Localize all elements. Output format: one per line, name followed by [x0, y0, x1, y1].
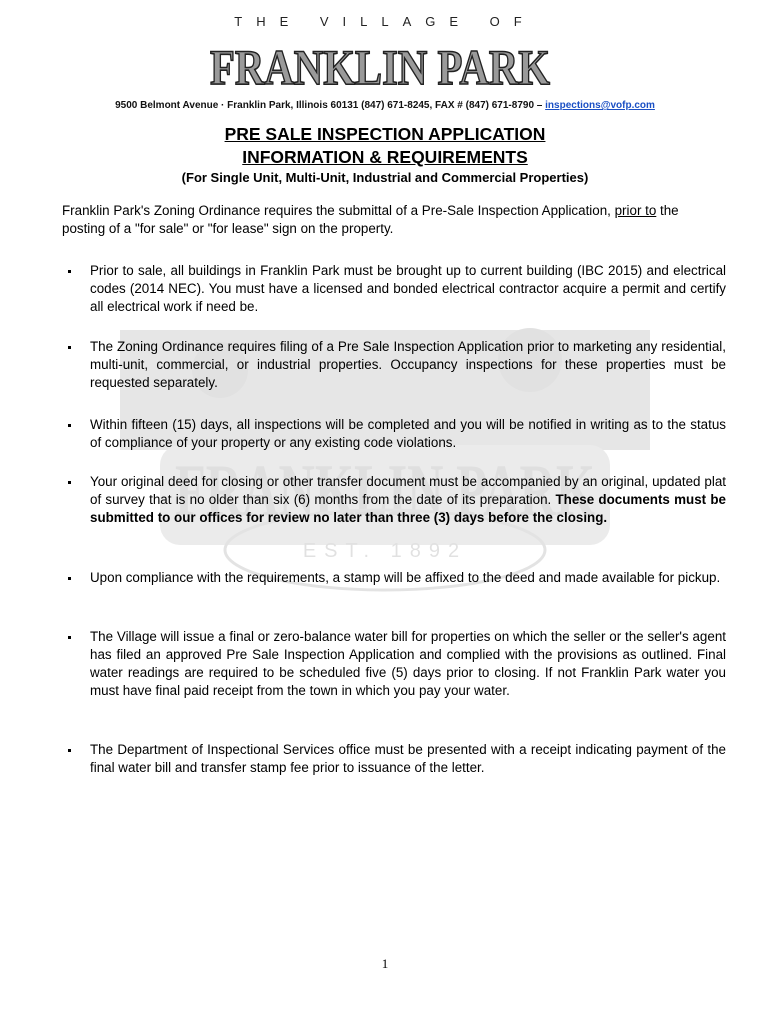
watermark-text: FRANKLIN PARK [175, 450, 595, 532]
bullet-icon [68, 481, 71, 484]
bullet-icon [68, 636, 71, 639]
village-of-heading: THE VILLAGE OF [234, 14, 536, 29]
list-item-text: Upon compliance with the requirements, a stamp will be affixed to the deed and made available for pickup. [90, 570, 721, 585]
bullet-icon [68, 270, 71, 273]
page-number: 1 [381, 956, 389, 971]
title-line-1: PRE SALE INSPECTION APPLICATION [224, 124, 546, 144]
contact-address [0, 100, 770, 111]
bullet-icon [68, 749, 71, 752]
list-item-text: Within fifteen (15) days, all inspections will be completed and you will be notified in writing as to the status of compliance of your property or any existing code violations. [90, 417, 726, 450]
title-line-2: INFORMATION & REQUIREMENTS [242, 147, 528, 167]
logo-text: FRANKLIN PARK [210, 39, 551, 95]
address-text: 9500 Belmont Avenue · Franklin Park, Illinois 60131 (847) 671-8245, FAX # (847) 671-8790 – [115, 100, 543, 111]
list-item-text: The Department of Inspectional Services office must be presented with a receipt indicating payment of the final water bill and transfer stamp fee prior to issuance of the letter. [90, 742, 726, 775]
list-item-text: The Village will issue a final or zero-balance water bill for properties on which the seller or the seller's agent has filed an approved Pre Sale Inspection Application and complied with the provisions as outlined. Final water readings are required to be scheduled five (5) days prior to closing. If not Franklin Park water you must have final paid receipt from the town in which you pay your water. [90, 629, 726, 698]
email-link[interactable]: inspections@vofp.com [545, 100, 655, 111]
bullet-icon [68, 346, 71, 349]
watermark-est: EST. 1892 [302, 540, 468, 562]
intro-after: the posting of a "for sale" or "for lease" sign on the property. [62, 203, 679, 236]
bullet-icon [68, 577, 71, 580]
intro-underlined: prior to [614, 203, 657, 218]
list-item-bold: These documents must be submitted to our offices for review no later than three (3) days before the closing. [90, 492, 726, 525]
subtitle: (For Single Unit, Multi-Unit, Industrial and Commercial Properties) [181, 170, 589, 185]
franklin-park-logo [205, 32, 555, 98]
list-item-text: Your original deed for closing or other transfer document must be accompanied by an original, updated plat of survey that is no older than six (6) months from the date of its preparation. [90, 474, 726, 507]
list-item-text: The Zoning Ordinance requires filing of a Pre Sale Inspection Application prior to marketing any residential, multi-unit, commercial, or industrial properties. Occupancy inspections for these properties must be requested separately. [90, 339, 726, 390]
intro-before: Franklin Park's Zoning Ordinance requires the submittal of a Pre-Sale Inspection Application, [62, 203, 615, 218]
intro-paragraph [62, 202, 722, 238]
bullet-icon [68, 424, 71, 427]
list-item-text: Prior to sale, all buildings in Franklin Park must be brought up to current building (IBC 2015) and electrical codes (2014 NEC). You must have a licensed and bonded electrical contractor acquire a permit and certify all electrical work if need be. [90, 263, 726, 314]
